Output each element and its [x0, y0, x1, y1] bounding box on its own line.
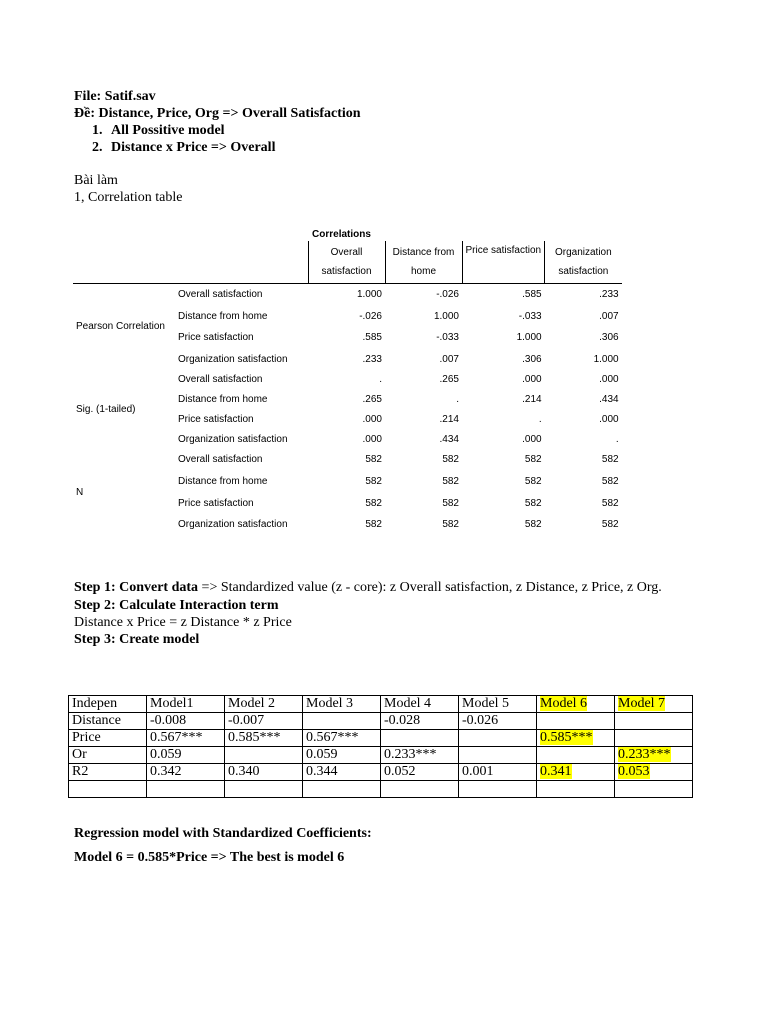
table-row [69, 764, 693, 781]
table-row [69, 781, 693, 798]
value-cell: .007 [599, 310, 619, 322]
value-cell: .233 [362, 353, 382, 365]
table-cell [147, 781, 225, 798]
conclusion-text: Model 6 = 0.585*Price => The best is model 6 [74, 850, 345, 865]
table-cell: 0.567*** [303, 730, 381, 747]
list-item-text: All Possitive model [111, 123, 225, 138]
table-cell [537, 781, 615, 798]
row-label: Price satisfaction [178, 414, 254, 425]
value-cell: .265 [439, 374, 459, 385]
table-cell [225, 747, 303, 764]
table-cell: 0.059 [303, 747, 381, 764]
table-cell: Model 5 [459, 696, 537, 713]
row-header-cell [69, 781, 147, 798]
list-item: 1. All Possitive model [92, 123, 225, 138]
table-cell: Model1 [147, 696, 225, 713]
group-label: Sig. (1-tailed) [76, 404, 136, 415]
table-row [69, 713, 693, 730]
table-cell [615, 730, 693, 747]
value-cell: . [538, 414, 542, 425]
value-cell: 582 [601, 498, 619, 509]
table-cell [615, 696, 693, 713]
row-label: Overall satisfaction [178, 374, 263, 385]
value-cell: . [615, 433, 619, 445]
row-header-cell: Indepen [69, 696, 147, 713]
step-1 [74, 579, 662, 596]
value-cell: 1.000 [593, 353, 619, 365]
value-cell: .214 [522, 394, 542, 405]
highlighted-value: 0.341 [540, 764, 572, 779]
value-cell: .007 [439, 353, 459, 365]
table-row [69, 696, 693, 713]
table-cell: 0.052 [381, 764, 459, 781]
value-cell: .233 [599, 288, 619, 300]
corner-cell [73, 241, 308, 283]
highlighted-value: 0.233*** [618, 747, 671, 762]
row-label: Distance from home [178, 310, 268, 322]
table-cell [615, 781, 693, 798]
group-label: N [76, 486, 84, 498]
value-cell: .000 [362, 433, 382, 445]
value-cell: .000 [362, 414, 382, 425]
value-cell: -.026 [359, 310, 382, 322]
value-cell: 582 [365, 519, 382, 530]
table-cell [537, 730, 615, 747]
row-label: Organization satisfaction [178, 353, 288, 365]
value-cell: -.033 [518, 310, 542, 322]
value-cell: 582 [524, 519, 542, 530]
table-cell: 0.344 [303, 764, 381, 781]
value-cell: 582 [601, 519, 619, 530]
value-cell: .265 [362, 394, 382, 405]
value-cell: 582 [442, 498, 459, 509]
value-cell: 582 [524, 498, 542, 509]
conclusion-title: Regression model with Standardized Coefficients: [74, 826, 372, 841]
value-cell: 582 [601, 476, 619, 487]
table-cell: Model 2 [225, 696, 303, 713]
table-cell: -0.008 [147, 713, 225, 730]
value-cell: 582 [442, 454, 459, 465]
table-row [73, 449, 622, 470]
highlighted-value: 0.053 [618, 764, 650, 779]
row-header-cell: Or [69, 747, 147, 764]
table-cell: Model 4 [381, 696, 459, 713]
value-cell: -.033 [436, 332, 459, 343]
value-cell: 1.000 [516, 332, 542, 343]
topic-line: Đề: Distance, Price, Org => Overall Satisfaction [74, 106, 361, 121]
step-1-text: => Standardized value (z - core): z Overall satisfaction, z Distance, z Price, z Org. [198, 580, 662, 595]
row-label: Distance from home [178, 394, 268, 405]
table-cell [537, 696, 615, 713]
col-header: Organization satisfaction [545, 241, 622, 283]
step-1-label: Step 1: Convert data [74, 580, 199, 595]
col-header: Overall satisfaction [308, 241, 385, 283]
list-item-text: Distance x Price => Overall [111, 140, 276, 155]
value-cell: 582 [365, 476, 382, 487]
table-row [69, 730, 693, 747]
row-header-cell: Price [69, 730, 147, 747]
table-cell [459, 730, 537, 747]
value-cell: .000 [522, 374, 542, 385]
table-cell: -0.007 [225, 713, 303, 730]
step-2: Step 2: Calculate Interaction term [74, 598, 279, 613]
table-cell [303, 713, 381, 730]
value-cell: .585 [362, 332, 382, 343]
step-2-text: Distance x Price = z Distance * z Price [74, 615, 292, 630]
row-label: Price satisfaction [178, 498, 254, 509]
col-header: Distance from home [385, 241, 462, 283]
value-cell: 582 [601, 454, 619, 465]
table-cell: -0.026 [459, 713, 537, 730]
table-row [69, 747, 693, 764]
value-cell: 582 [524, 454, 542, 465]
table-cell [615, 713, 693, 730]
list-item: 2. Distance x Price => Overall [92, 140, 276, 155]
table-cell [537, 764, 615, 781]
table-cell [615, 747, 693, 764]
table-cell [537, 747, 615, 764]
table-cell: Model 3 [303, 696, 381, 713]
row-label: Distance from home [178, 476, 268, 487]
value-cell: .434 [599, 394, 619, 405]
value-cell: 1.000 [433, 310, 459, 322]
value-cell: 582 [524, 476, 542, 487]
value-cell: 582 [442, 476, 459, 487]
row-label: Overall satisfaction [178, 454, 263, 465]
col-header: Price satisfaction [462, 241, 545, 283]
highlighted-value: Model 7 [618, 696, 666, 711]
row-label: Overall satisfaction [178, 288, 263, 300]
value-cell: .306 [522, 353, 542, 365]
row-label: Organization satisfaction [178, 433, 288, 445]
value-cell: 1.000 [356, 288, 382, 300]
row-header-cell: Distance [69, 713, 147, 730]
correlations-body [73, 283, 622, 535]
table-cell [459, 747, 537, 764]
table-cell [381, 781, 459, 798]
value-cell: .000 [599, 414, 619, 425]
correlations-table [73, 241, 622, 535]
table-cell: 0.233*** [381, 747, 459, 764]
regression-table [68, 695, 693, 798]
row-header-cell: R2 [69, 764, 147, 781]
table-cell: 0.340 [225, 764, 303, 781]
table-cell: 0.585*** [225, 730, 303, 747]
value-cell: .214 [439, 414, 459, 425]
correlations-title: Correlations [312, 229, 371, 240]
row-label: Organization satisfaction [178, 519, 288, 530]
table-cell: -0.028 [381, 713, 459, 730]
table-cell [615, 764, 693, 781]
table-cell: 0.342 [147, 764, 225, 781]
table-cell: 0.001 [459, 764, 537, 781]
row-label: Price satisfaction [178, 332, 254, 343]
value-cell: . [379, 374, 382, 385]
table-cell [381, 730, 459, 747]
table-row [73, 370, 622, 389]
value-cell: . [456, 394, 459, 405]
table-cell [537, 713, 615, 730]
value-cell: .000 [522, 433, 542, 445]
table-cell [225, 781, 303, 798]
table-cell [303, 781, 381, 798]
highlighted-value: 0.585*** [540, 730, 593, 745]
table-cell: 0.059 [147, 747, 225, 764]
step-3: Step 3: Create model [74, 632, 200, 647]
table-cell [459, 781, 537, 798]
value-cell: -.026 [436, 288, 459, 300]
value-cell: .434 [439, 433, 459, 445]
file-name: File: Satif.sav [74, 89, 156, 104]
highlighted-value: Model 6 [540, 696, 588, 711]
table-cell: 0.567*** [147, 730, 225, 747]
section-subtitle: 1, Correlation table [74, 190, 183, 205]
value-cell: .306 [599, 332, 619, 343]
section-title: Bài làm [74, 173, 118, 188]
value-cell: 582 [365, 498, 382, 509]
table-row [73, 283, 622, 305]
value-cell: .000 [599, 374, 619, 385]
value-cell: 582 [442, 519, 459, 530]
value-cell: 582 [365, 454, 382, 465]
group-label: Pearson Correlation [76, 321, 165, 333]
value-cell: .585 [522, 288, 542, 300]
